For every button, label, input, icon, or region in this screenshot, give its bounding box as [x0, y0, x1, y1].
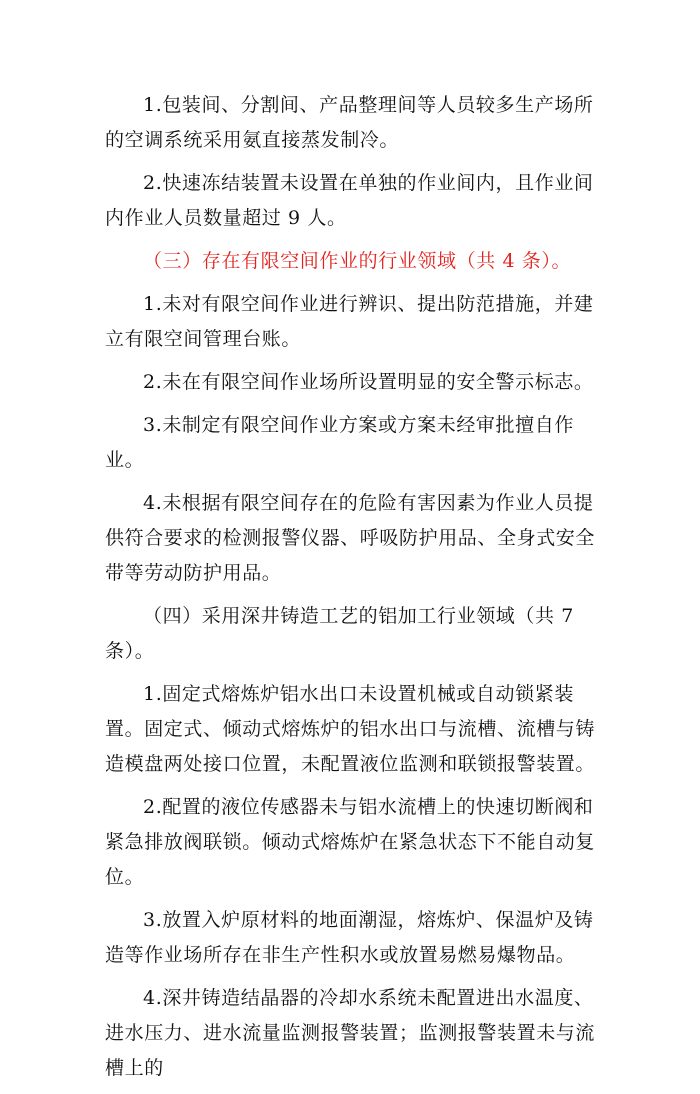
- item-paragraph: 3.未制定有限空间作业方案或方案未经审批擅自作业。: [105, 414, 574, 471]
- document-body: [105, 88, 605, 1094]
- item-paragraph: 1.包装间、分割间、产品整理间等人员较多生产场所的空调系统采用氨直接蒸发制冷。: [105, 94, 594, 151]
- item-paragraph: 4.未根据有限空间存在的危险有害因素为作业人员提供符合要求的检测报警仪器、呼吸防护用品、全身式安全带等劳动防护用品。: [105, 492, 596, 584]
- item-paragraph: 1.固定式熔炼炉铝水出口未设置机械或自动锁紧装置。固定式、倾动式熔炼炉的铝水出口与流槽、流槽与铸造模盘两处接口位置，未配置液位监测和联锁报警装置。: [105, 683, 596, 775]
- item-paragraph: 1.未对有限空间作业进行辨识、提出防范措施，并建立有限空间管理台账。: [105, 293, 594, 350]
- item-paragraph: 4.深井铸造结晶器的冷却水系统未配置进出水温度、进水压力、进水流量监测报警装置；监测报警装置未与流槽上的: [105, 987, 596, 1079]
- item-paragraph: 3.放置入炉原材料的地面潮湿，熔炼炉、保温炉及铸造等作业场所存在非生产性积水或放置易燃易爆物品。: [105, 909, 594, 966]
- item-paragraph: 2.快速冻结装置未设置在单独的作业间内，且作业间内作业人员数量超过 9 人。: [105, 172, 594, 229]
- section-heading-3: （三）存在有限空间作业的行业领域（共 4 条）。: [143, 250, 572, 272]
- item-paragraph: 2.未在有限空间作业场所设置明显的安全警示标志。: [143, 371, 594, 393]
- section-heading-4: （四）采用深井铸造工艺的铝加工行业领域（共 7 条）。: [105, 605, 574, 662]
- item-paragraph: 2.配置的液位传感器未与铝水流槽上的快速切断阀和紧急排放阀联锁。倾动式熔炼炉在紧急状态下不能自动复位。: [105, 796, 596, 888]
